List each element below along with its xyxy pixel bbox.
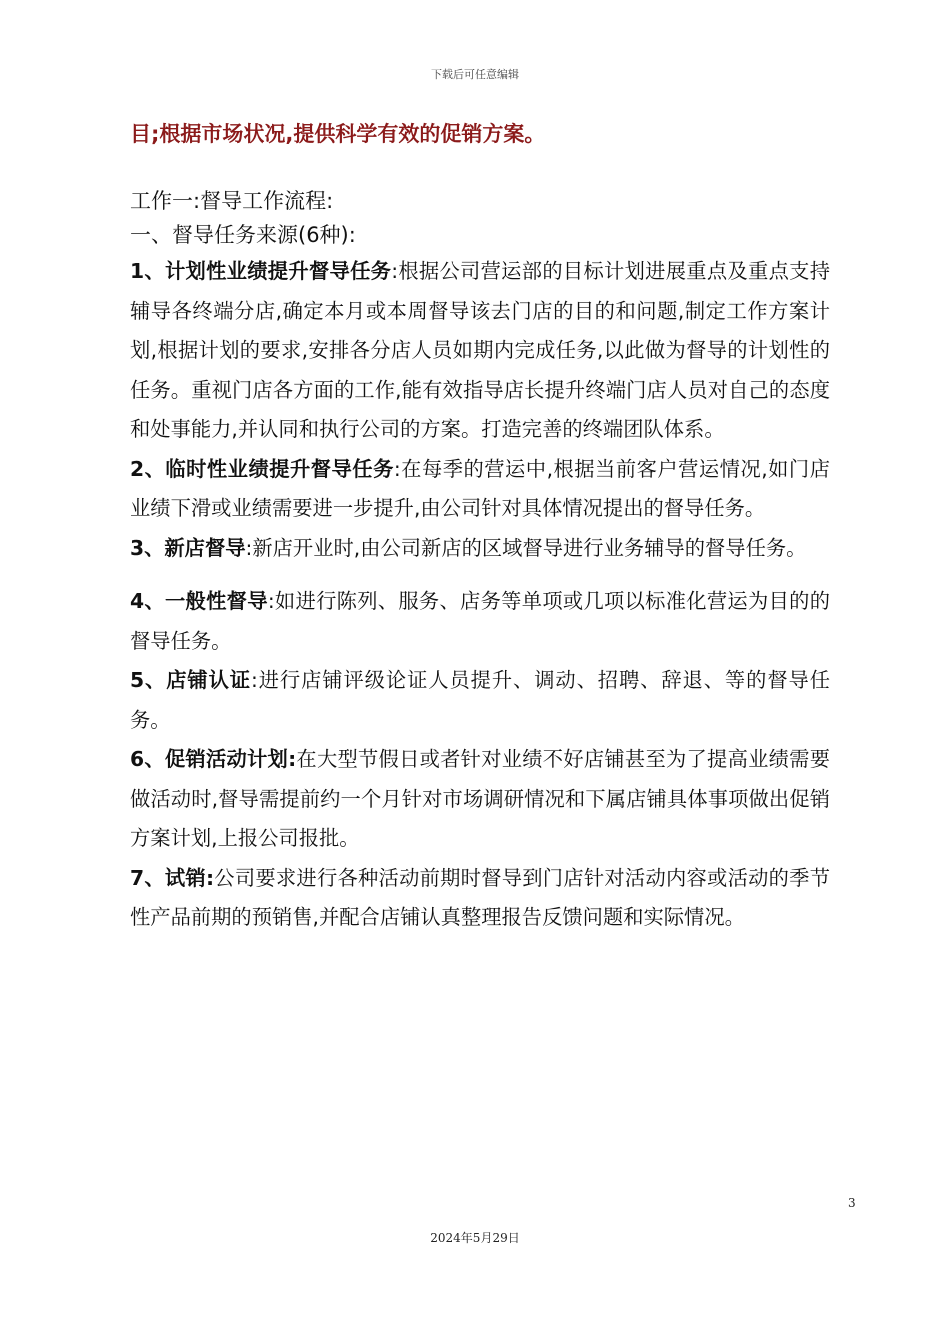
item-body: 在大型节假日或者针对业绩不好店铺甚至为了提高业绩需要做活动时,督导需提前约一个月针对市场调研情况和下属店铺具体事项做出促销方案计划,上报公司报批。 (130, 747, 830, 850)
section-title: 工作一:督导工作流程: (130, 189, 334, 213)
item-lead: 4、一般性督导 (130, 589, 268, 613)
item-lead: 3、新店督导 (130, 535, 246, 560)
item-body: :在每季的营运中,根据当前客户营运情况,如门店业绩下滑或业绩需要进一步提升,由公司针对具体情况提出的督导任务。 (130, 456, 830, 520)
header-note: 下载后可任意编辑 (431, 68, 519, 81)
list-item-4 (130, 582, 830, 661)
item-lead: 6、促销活动计划: (130, 747, 297, 771)
page-number: 3 (848, 1196, 856, 1210)
item-body: :根据公司营运部的目标计划进展重点及重点支持辅导各终端分店,确定本月或本周督导该去门店的目的和问题,制定工作方案计划,根据计划的要求,安排各分店人员如期内完成任务,以此做为督导的计划性的任务。重视门店各方面的工作,能有效指导店长提升终端门店人员对自己的态度和处事能力,并认同和执行公司的方案。打造完善的终端团队体系。 (130, 259, 830, 441)
item-lead: 1、计划性业绩提升督导任务 (130, 259, 392, 283)
list-item-3 (130, 529, 830, 569)
list-item-6 (130, 740, 830, 859)
item-body: :如进行陈列、服务、店务等单项或几项以标准化营运为目的的督导任务。 (130, 589, 830, 653)
document-body (130, 116, 830, 938)
list-item-5 (130, 661, 830, 740)
list-item-2 (130, 450, 830, 529)
footer-date: 2024年5月29日 (430, 1231, 520, 1245)
item-lead: 7、试销: (130, 865, 215, 890)
list-item-7 (130, 859, 830, 938)
item-body: :进行店铺评级论证人员提升、调动、招聘、辞退、等的督导任务。 (130, 668, 830, 732)
item-body: 公司要求进行各种活动前期时督导到门店针对活动内容或活动的季节性产品前期的预销售,并配合店铺认真整理报告反馈问题和实际情况。 (130, 865, 830, 929)
item-body: :新店开业时,由公司新店的区域督导进行业务辅导的督导任务。 (245, 535, 807, 560)
intro-line: 目;根据市场状况,提供科学有效的促销方案。 (130, 122, 546, 146)
item-lead: 5、店铺认证 (130, 668, 251, 692)
subsection-title: 一、督导任务来源(6种): (130, 223, 356, 247)
list-item-1 (130, 252, 830, 450)
item-lead: 2、临时性业绩提升督导任务 (130, 456, 394, 481)
